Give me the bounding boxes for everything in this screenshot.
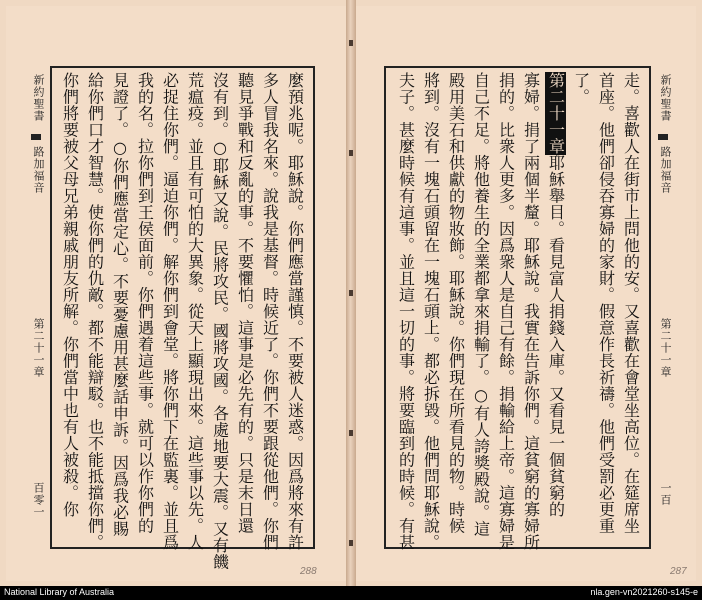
text-column: 夫子。甚麼時候有這事。並且這一切的事。將要臨到的時候。有甚 [396,72,416,551]
binding-stitch [349,150,353,156]
text-column: 寡婦。捐了兩個半釐。耶穌說。我實在告訴你們。這貧窮的寡婦所 [521,72,541,551]
text-column: 聽見爭戰和反亂的事。不要懼怕。這事是必先有的。只是末日還 [235,72,255,534]
left-margin-mark [31,134,41,140]
text-column: 見證了。○你們應當定心。不要憂慮用甚麼話申訴。因爲我必賜 [110,72,130,537]
binding-stitch [349,40,353,46]
text-column: 耶穌舉目。看見富人捐錢入庫。又看見一個貧窮的 [546,154,566,518]
binding-stitch [349,290,353,296]
text-column: 首座。他們卻侵吞寡婦的家財。假意作長祈禱。他們受罰必更重 [596,72,616,534]
left-chapter-label: 第二十一章 [32,318,45,378]
chapter-heading-box: 第二十一章 [546,72,566,155]
right-header-title: 新約聖書 [659,74,672,122]
text-column: 給你們口才智慧。使你們的仇敵。都不能辯駁。也不能抵擋你們。 [85,72,105,551]
text-column: 走。喜歡人在街市上問他的安。又喜歡在會堂坐高位。在筵席坐 [621,72,641,534]
text-column: 麼預兆呢。耶穌說。你們應當謹慎。不要被人迷惑。因爲將來有許 [285,72,305,551]
text-column: 多人冒我名來。說我是基督。時候近了。你們不要跟從他們。你們 [260,72,280,551]
text-column: 殿用美石和供獻的物妝飾。耶穌說。你們現在所看見的物。時候 [446,72,466,534]
binding-stitch [349,430,353,436]
text-column: 荒瘟疫。並且有可怕的大異象。從天上顯現出來。這些事以先。人 [185,72,205,551]
pencil-folio-mark: 288 [300,566,317,577]
footer-library-name: National Library of Australia [4,587,115,597]
text-column: 必捉住你們。逼迫你們。解你們到會堂。將你們下在監裏。並且爲 [160,72,180,551]
chapter-start-column [545,72,566,518]
right-header-book: 路加福音 [659,146,672,194]
text-column: 了。 [571,72,591,105]
right-chapter-label: 第二十一章 [659,318,672,378]
right-margin-mark [658,134,668,140]
text-column: 捐的。比衆人更多。因爲衆人是自己有餘。捐輸給上帝。這寡婦是 [496,72,516,551]
pencil-folio-mark: 287 [670,566,687,577]
left-page-number: 百零一 [32,482,45,518]
archive-footer-bar [0,586,702,600]
left-header-title: 新約聖書 [32,74,45,122]
text-column: 將到。沒有一塊石頭留在一塊石頭上。都必拆毀。他們問耶穌說。 [421,72,441,551]
right-page-number: 一百 [659,482,672,506]
left-header-book: 路加福音 [32,146,45,194]
text-column: 你們將要被父母兄弟親戚朋友所解。你們當中也有人被殺。你 [60,72,80,518]
text-column: 自己不足。將他養生的全業都拿來捐輸了。○有人誇獎殿說。這 [471,72,491,537]
text-column: 我的名。拉你們到王侯面前。你們遇着這些事。就可以作你們的 [135,72,155,534]
binding-stitch [349,540,353,546]
text-column: 沒有到。○耶穌又說。民將攻民。國將攻國。各處地要大震。又有饑 [210,72,230,570]
footer-item-id: nla.gen-vn2021260-s145-e [590,587,698,597]
